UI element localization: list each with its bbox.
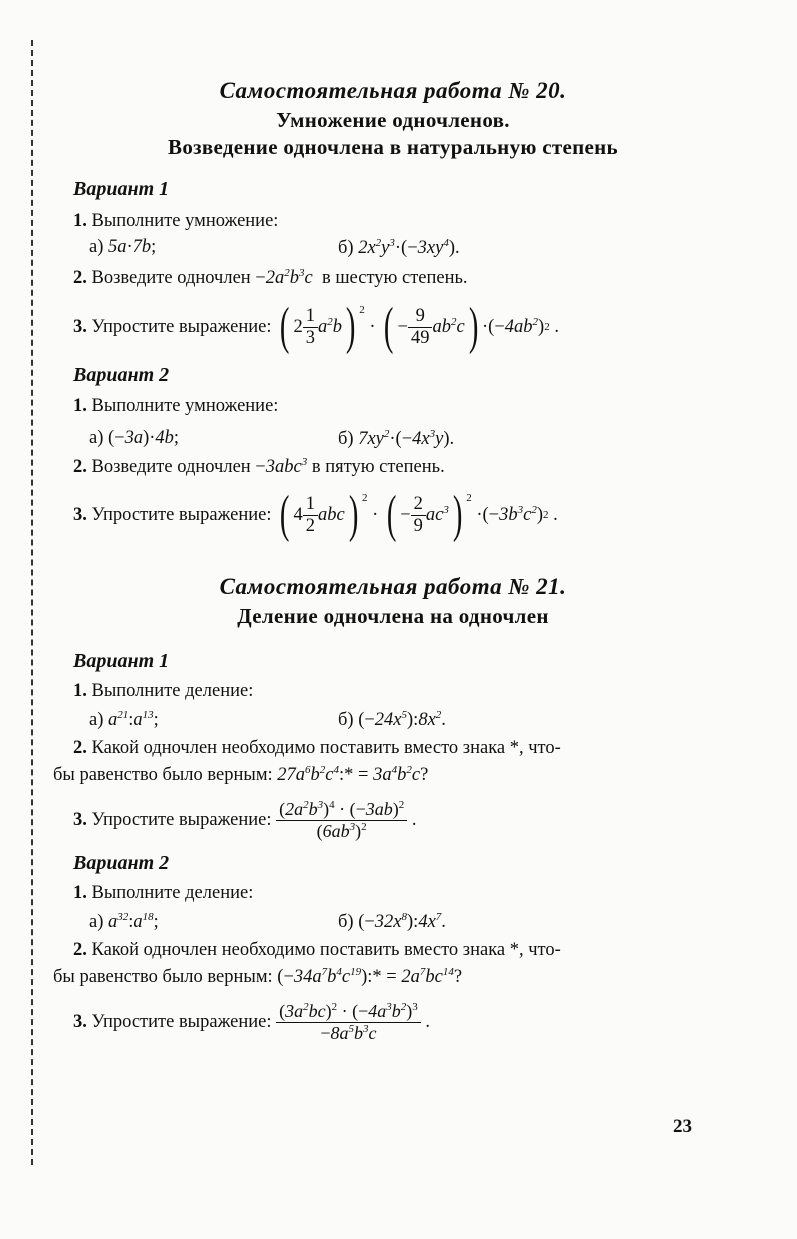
s20-variant-1-label: Вариант 1 [73, 178, 170, 200]
section-21-title: Самостоятельная работа № 21. [219, 574, 567, 599]
s20-variant-2-label: Вариант 2 [73, 364, 170, 386]
task-number: 1. [73, 211, 87, 231]
task-text: Выполните умножение: [91, 211, 279, 231]
s20-v1-task-3: 3. Упростите выражение: ( 2 $\frac{1}{3}$ $a^2b$ ) $^2$ · ( − $\frac{9}{49}$ $ab^2c$ ) ·(− $4ab^2$ ) 2 . [73, 298, 559, 355]
task-number: 1. [73, 396, 87, 416]
s20-v2-task-2: 2. Возведите одночлен −3abc$^3$ в пятую степень. [73, 456, 445, 478]
task-number: 3. [73, 316, 87, 337]
s20-v1-task-1b: б) $2x^2y^3\cdot(-3xy^4)$. [338, 237, 460, 259]
s21-v2-task-3: 3. Упростите выражение: $\frac{(3a^2bc)^2 \cdot (-4a^3b^2)^3}{-8a^5b^3c}$ . [73, 1000, 430, 1043]
section-20-title: Самостоятельная работа № 20. [219, 78, 567, 103]
s21-v1-task-1b: б) $(-24x^5):8x^2$. [338, 709, 446, 731]
s20-v1-task-1a: а) 5a·7b; [89, 237, 157, 257]
task-number: 3. [73, 504, 87, 525]
s21-v2-task-1a: а) $a^{32}:a^{18}$; [89, 911, 159, 933]
task-number: 3. [73, 1011, 87, 1032]
task-number: 2. [73, 738, 87, 758]
s20-v1-task-1 [73, 211, 278, 232]
s21-v1-task-2-line-2: бы равенство было верным: $27a^6b^2c^4:* = 3a^4b^2c$? [53, 764, 429, 786]
cut-line [31, 40, 33, 1165]
page-number: 23 [673, 1116, 692, 1137]
s21-v1-task-3: 3. Упростите выражение: $\frac{(2a^2b^3)^4 \cdot (-3ab)^2}{(6ab^3)^2}$ . [73, 798, 417, 841]
task-number: 2. [73, 940, 87, 960]
s20-v1-task-2: 2. Возведите одночлен $-2a^2b^3c$ в шестую степень. [73, 267, 468, 289]
task-text: Выполните деление: [91, 883, 254, 903]
s21-variant-1-label: Вариант 1 [73, 650, 170, 672]
s20-v2-task-3: 3. Упростите выражение: ( 4 $\frac{1}{2}$ abc ) $^2$ · ( − $\frac{2}{9}$ $ac^3$ ) $^2$ ·(− $3b^3c^2$ ) 2 . [73, 486, 558, 543]
task-number: 1. [73, 681, 87, 701]
task-text: Упростите выражение: [91, 809, 272, 830]
s20-v2-task-1 [73, 396, 278, 417]
task-text: Выполните умножение: [91, 396, 279, 416]
task-text: Выполните деление: [91, 681, 254, 701]
section-20-subtitle-2: Возведение одночлена в натуральную степень [168, 135, 618, 159]
s21-variant-2-label: Вариант 2 [73, 852, 170, 874]
s20-v2-task-1a: а) (−3a)·4b; [89, 428, 180, 448]
task-number: 2. [73, 268, 87, 289]
s21-v1-task-1 [73, 681, 253, 702]
s21-v2-task-1b: б) $(-32x^8):4x^7$. [338, 911, 446, 933]
s21-v1-task-2-line-1: 2. Какой одночлен необходимо поставить вместо знака *, что- [73, 738, 561, 758]
task-number: 1. [73, 883, 87, 903]
task-text: Упростите выражение: [91, 1011, 272, 1032]
task-number: 3. [73, 809, 87, 830]
s21-v1-task-1a: а) $a^{21}:a^{13}$; [89, 709, 159, 731]
s21-v2-task-2-line-2: бы равенство было верным: $(-34a^7b^4c^{19}):* = 2a^7bc^{14}$? [53, 966, 463, 988]
section-21-subtitle: Деление одночлена на одночлен [237, 604, 549, 628]
task-text: Упростите выражение: [91, 316, 272, 337]
s21-v2-task-2-line-1: 2. Какой одночлен необходимо поставить вместо знака *, что- [73, 940, 561, 960]
task-text: Упростите выражение: [91, 504, 272, 525]
task-number: 2. [73, 457, 87, 478]
section-20-subtitle-1: Умножение одночленов. [276, 108, 510, 132]
s21-v2-task-1 [73, 883, 253, 904]
s20-v2-task-1b: б) $7xy^2\cdot(-4x^3y)$. [338, 428, 455, 450]
